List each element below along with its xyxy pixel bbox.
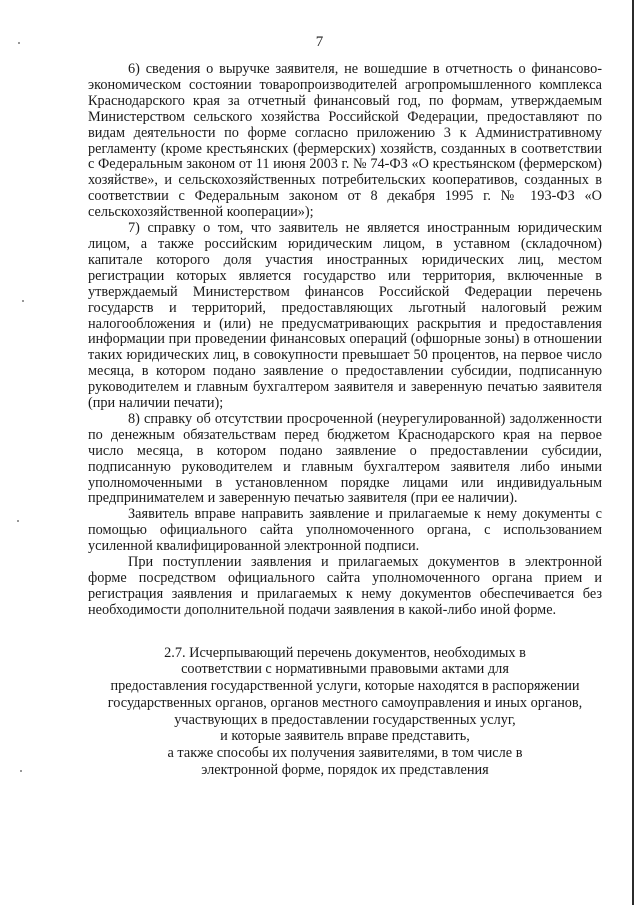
scan-speck <box>17 520 19 522</box>
section-heading-line: предоставления государственной услуги, которые находятся в распоряжении <box>110 678 580 695</box>
page-number: 7 <box>315 34 324 50</box>
section-heading-line: электронной форме, порядок их представления <box>201 761 489 778</box>
section-heading-line: участвующих в предоставлении государственных услуг, <box>174 711 516 728</box>
paragraph-electronic-submission: Заявитель вправе направить заявление и прилагаемые к нему документы с помощью официального сайта уполномоченного органа, с использованием усиленной квалифицированной электронной подписи. <box>88 506 602 555</box>
paragraph-item-8: 8) справку об отсутствии просроченной (неурегулированной) задолженности по денежным обязательствам перед бюджетом Краснодарского края на первое число месяца, в котором подано заявление о предоставлении субсидии, подписанную руководителем и главным бухгалтером заявителя либо иными уполномоченными в установленном порядке лицами или индивидуальным предпринимателем и заверенную печатью заявителя (при ее наличии). <box>88 410 602 507</box>
section-heading-line: и которые заявитель вправе представить, <box>220 728 470 745</box>
scan-speck <box>22 300 24 302</box>
paragraph-item-7: 7) справку о том, что заявитель не является иностранным юридическим лицом, а также российским юридическим лицом, в уставном (складочном) капитале которого доля участия иностранных юридических лиц, местом регистрации которых является государство или территория, включенные в утверждаемый Министерством финансов Российской Федерации перечень государств и территорий, предоставляющих льготный налоговый режим налогообложения и (или) не предусматривающих раскрытия и предоставления информации при проведении финансовых операций (офшорные зоны) в отношении таких юридических лиц, в совокупности превышает 50 процентов, на первое число месяца, в котором подано заявление о предоставлении субсидии, подписанную руководителем и главным бухгалтером заявителя и заверенную печатью заявителя (при наличии печати); <box>88 220 602 412</box>
document-body <box>88 62 602 778</box>
section-heading-line: соответствии с нормативными правовыми актами для <box>181 661 509 678</box>
paragraph-item-6: 6) сведения о выручке заявителя, не вошедшие в отчетность о финансово-экономическом состоянии товаропроизводителей агропромышленного комплекса Краснодарского края за отчетный финансовый год, по формам, утверждаемым Министерством сельского хозяйства Российской Федерации, предоставляют по видам деятельности по форме согласно приложению 3 к Административному регламенту (кроме крестьянских (фермерских) хозяйств, созданных в соответствии с Федеральным законом от 11 июня 2003 г. № 74-ФЗ «О крестьянском (фермерском) хозяйстве», и сельскохозяйственных потребительских кооперативов, созданных в соответствии с Федеральным законом от 8 декабря 1995 г. № 193-ФЗ «О сельскохозяйственной кооперации»); <box>88 61 602 221</box>
section-heading-line: а также способы их получения заявителями, в том числе в <box>167 744 523 761</box>
section-heading-line: 2.7. Исчерпывающий перечень документов, необходимых в <box>164 644 526 661</box>
section-spacer <box>88 619 602 645</box>
section-heading-2-7 <box>88 645 602 779</box>
scan-speck <box>18 42 20 44</box>
paragraph-electronic-registration: При поступлении заявления и прилагаемых документов в электронной форме посредством официального сайта уполномоченного органа прием и регистрация заявления и прилагаемых к нему документов обеспечивается без необходимости дополнительной подачи заявления в какой-либо иной форме. <box>88 554 602 618</box>
section-heading-line: государственных органов, органов местного самоуправления и иных органов, <box>107 694 583 711</box>
scan-edge-line <box>632 0 634 905</box>
scan-speck <box>20 770 22 772</box>
